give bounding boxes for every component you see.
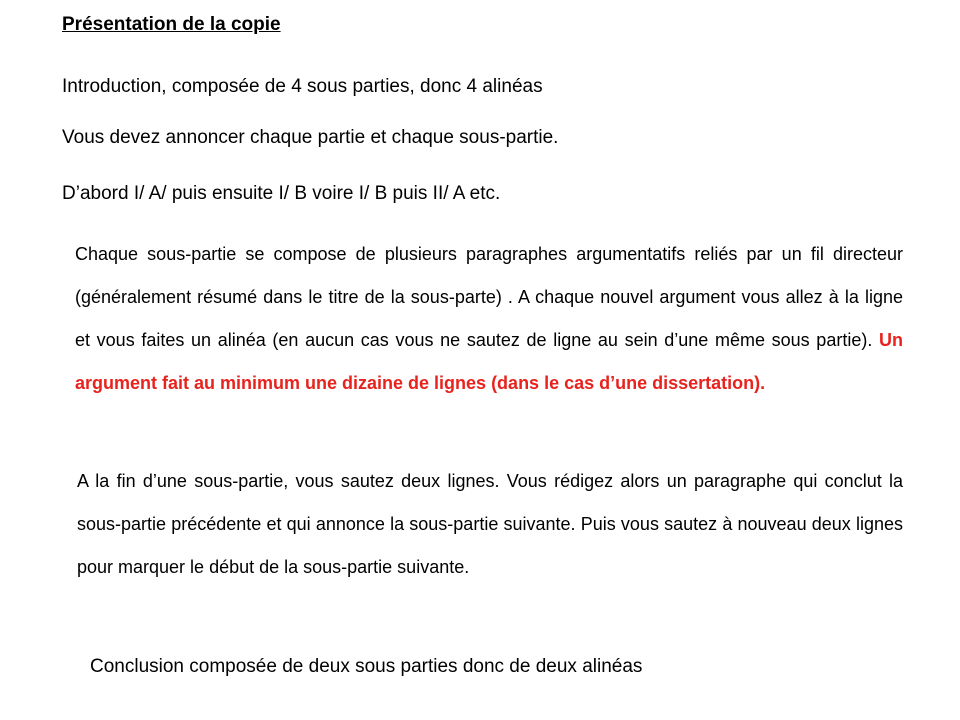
conclusion-line: Conclusion composée de deux sous parties donc de deux alinéas	[90, 656, 643, 677]
order-line: D’abord I/ A/ puis ensuite I/ B voire I/ B puis II/ A etc.	[62, 183, 501, 204]
intro-line: Introduction, composée de 4 sous parties, donc 4 alinéas	[62, 76, 543, 97]
announce-line: Vous devez annoncer chaque partie et chaque sous-partie.	[62, 127, 559, 148]
transition-paragraph: A la fin d’une sous-partie, vous sautez deux lignes. Vous rédigez alors un paragraphe qui conclut la sous-partie précédente et qui annonce la sous-partie suivante. Puis vous sautez à nouveau deux lignes pour marquer le début de la sous-partie suivante.	[77, 471, 903, 577]
page-title: Présentation de la copie	[62, 14, 281, 35]
subpart-paragraph	[75, 233, 903, 405]
subpart-paragraph-text: Chaque sous-partie se compose de plusieurs paragraphes argumentatifs reliés par un fil directeur (généralement résumé dans le titre de la sous-parte) . A chaque nouvel argument vous allez à la ligne et vous faites un alinéa (en aucun cas vous ne sautez de ligne au sein d’une même sous partie).	[75, 244, 903, 350]
emphasis-text: Un argument fait au minimum une dizaine de lignes (dans le cas d’une dissertation).	[75, 330, 903, 393]
